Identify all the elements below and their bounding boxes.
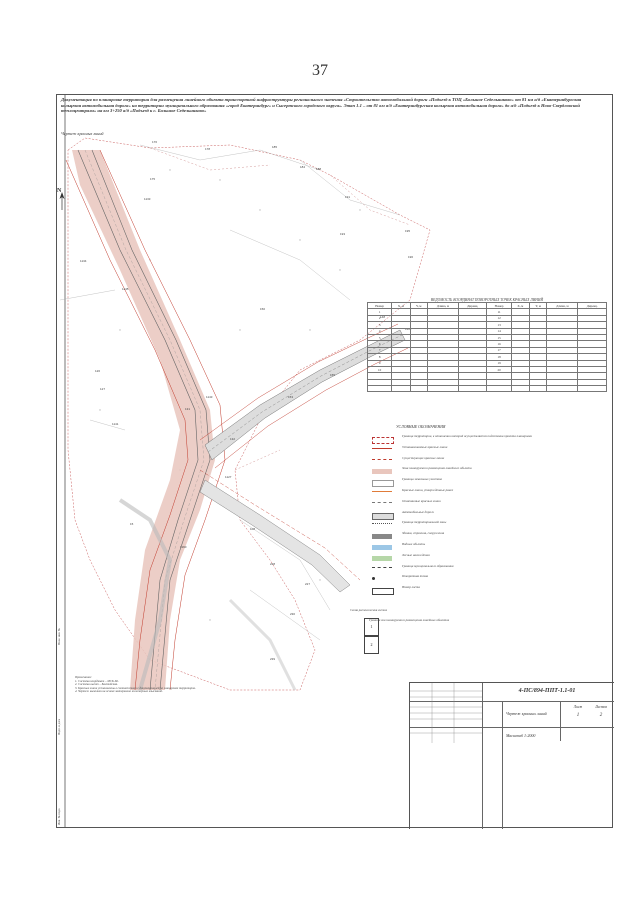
note-line: 2. Система высот – Балтийская. (75, 682, 118, 687)
svg-text:150: 150 (260, 307, 266, 311)
svg-text:1160: 1160 (180, 545, 187, 549)
legend-label: Лесные насаждения (402, 552, 430, 557)
inset-sheet-1: 1 (364, 618, 379, 636)
legend-symbol-icon (372, 502, 392, 508)
legend-item (368, 586, 606, 596)
sheets-label: Листов (595, 705, 607, 709)
coordinate-cell: 19 (487, 360, 511, 366)
svg-text:1145: 1145 (122, 287, 129, 291)
coordinate-cell: 6 (368, 341, 392, 347)
header-cell: Номер (368, 303, 392, 309)
svg-text:15: 15 (130, 522, 134, 526)
coordinate-cell: 18 (487, 354, 511, 360)
coordinate-cell: 20 (487, 366, 511, 372)
coordinate-cell: 2 (368, 315, 392, 321)
legend-symbol-icon (372, 523, 392, 529)
svg-text:191: 191 (345, 195, 351, 199)
sheets-total: 2 (599, 713, 603, 718)
legend-item (368, 565, 606, 575)
road-corridor (72, 150, 215, 690)
legend-symbol-icon (372, 459, 392, 465)
header-cell: Номер (487, 303, 511, 309)
svg-text:1134: 1134 (80, 259, 87, 263)
legend-label: Отменяемые красные линии (402, 498, 441, 503)
svg-text:228: 228 (270, 562, 276, 566)
coordinate-cell: 8 (368, 354, 392, 360)
coordinate-cell (487, 386, 511, 392)
coordinate-cell: 10 (368, 366, 392, 372)
coordinate-cell: 14 (487, 328, 511, 334)
svg-text:1161: 1161 (405, 327, 412, 331)
legend-label: Здания, строения, сооружения (402, 531, 445, 536)
coordinate-table-grid (367, 302, 607, 392)
legend-label: Устанавливаемые красные линии (402, 444, 448, 449)
crossing-road-se (200, 480, 350, 592)
legend-label: Номер листа (402, 585, 420, 590)
sheet-title: Документация по планировке территории для размещения линейного объекта транспортной инфраструктуры регионального значения «Строительство автомобильной дороги «Подъезд к ТОЦ «Большое Седельниково» от 81 км а/д «Екатеринбургская кольцевая автомобильная дорога» на территории муниципального образования «город Екатеринбург» и Сысертского городского округа». Этап 1.1 – от 81 км а/д «Екатеринбургская кольцевая автомобильная дорога» до а/д «Подъезд к Ново-Свердловской теплоцентрали» на км 3+250 а/д «Подъезд к с. Большое Седельниково» (61, 97, 582, 114)
legend-item (368, 478, 606, 488)
note-line: 3. Красные линии установлены в соответствии с документацией по планировке территории. (75, 685, 196, 690)
note-line: 4. Чертеж выполнен на основе материалов инженерных изысканий. (75, 689, 163, 694)
drawing-name: Чертеж красных линий (506, 711, 547, 716)
legend-item (368, 532, 606, 542)
strip-label: Взам. инв. № (57, 628, 61, 645)
svg-text:175: 175 (150, 177, 156, 181)
coordinate-cell (458, 386, 487, 392)
legend-symbol-icon (372, 448, 392, 454)
coordinate-table (367, 298, 607, 392)
legend-item (368, 489, 606, 499)
coordinate-cell: 3 (368, 322, 392, 328)
svg-text:184: 184 (300, 165, 306, 169)
strip-label: Инв. № подл. (57, 807, 61, 825)
legend-label: Существующие красные линии (402, 455, 445, 460)
legend-symbol-icon (372, 567, 392, 573)
svg-text:230: 230 (290, 612, 296, 616)
note-line: 1. Система координат – МСК-66. (75, 678, 119, 683)
drawing-caption: Чертеж красных линий (61, 131, 104, 136)
legend-item (368, 575, 606, 585)
svg-text:153: 153 (288, 395, 294, 399)
page-number: 37 (312, 62, 328, 79)
svg-text:176: 176 (152, 140, 158, 144)
svg-text:148: 148 (380, 315, 386, 319)
left-binding-strip (56, 575, 65, 828)
north-label: N (57, 188, 62, 194)
header-cell: Длина, м (547, 303, 578, 309)
legend-item (368, 521, 606, 531)
legend-label: Водные объекты (402, 542, 426, 546)
coordinate-table-title: ВЕДОМОСТЬ КООРДИНАТ ПОВОРОТНЫХ ТОЧЕК КРАСНЫХ ЛИНИЙ (430, 298, 544, 302)
legend-label: Граница территориальной зоны (402, 520, 447, 525)
coordinate-cell: 16 (487, 341, 511, 347)
legend-item (368, 500, 606, 510)
svg-text:178: 178 (205, 147, 211, 151)
legend-symbol-icon (372, 480, 394, 487)
coordinate-cell: 13 (487, 322, 511, 328)
legend-label: Красные линии, утвержденные ранее (402, 488, 454, 492)
svg-text:132: 132 (230, 437, 236, 441)
title-block (409, 682, 614, 829)
document-code: 4-ПС/894-ППТ-1.1-01 (518, 688, 576, 694)
notes-title: Примечания: (75, 675, 92, 679)
legend-symbol-icon (372, 513, 394, 520)
coordinate-cell (511, 386, 529, 392)
coordinate-cell (392, 386, 410, 392)
svg-text:193: 193 (340, 232, 346, 236)
svg-text:1133: 1133 (144, 197, 151, 201)
coordinate-cell (427, 386, 458, 392)
coordinate-cell (547, 386, 578, 392)
svg-text:188: 188 (316, 167, 322, 171)
legend-title: УСЛОВНЫЕ ОБОЗНАЧЕНИЯ (396, 425, 446, 429)
svg-text:1143: 1143 (206, 395, 213, 399)
legend-label: Автомобильные дороги (402, 509, 434, 514)
coordinate-cell (529, 386, 546, 392)
header-cell: X, м (392, 303, 410, 309)
legend-symbol-icon (372, 577, 375, 580)
svg-text:185: 185 (272, 145, 278, 149)
legend-symbol-icon (372, 556, 392, 561)
legend-item (368, 435, 606, 445)
sheet-number: 1 (576, 713, 580, 718)
legend-label: Граница территории, в отношении которой осуществляется подготовка проекта планировки (402, 434, 533, 438)
coordinate-cell (410, 386, 427, 392)
coordinate-cell: 11 (487, 309, 511, 315)
svg-text:155: 155 (330, 373, 336, 377)
svg-text:1141: 1141 (112, 422, 119, 426)
svg-text:195: 195 (405, 229, 411, 233)
coordinate-cell (368, 386, 392, 392)
header-cell: X, м (511, 303, 529, 309)
coordinate-cell: 5 (368, 334, 392, 340)
coordinate-cell: 7 (368, 347, 392, 353)
header-cell: Длина, м (427, 303, 458, 309)
legend-item (368, 554, 606, 564)
coordinate-cell (578, 386, 607, 392)
header-cell: Дирекц. (458, 303, 487, 309)
legend-symbol-icon (372, 437, 394, 444)
coordinate-cell: 15 (487, 334, 511, 340)
legend-symbol-icon (372, 469, 392, 474)
notes (75, 676, 375, 694)
legend-symbol-icon (372, 491, 392, 497)
header-cell: Y, м (529, 303, 546, 309)
legend-label: Поворотная точка (402, 574, 429, 579)
strip-label: Подп. и дата (57, 718, 61, 735)
bottom-legend-text: Граница зон планируемого размещения линейных объектов (369, 618, 450, 622)
svg-text:126: 126 (95, 369, 101, 373)
legend-item (368, 446, 606, 456)
coordinate-cell: 12 (487, 315, 511, 321)
inset-caption: Схема расположения листов (350, 608, 388, 612)
svg-text:239: 239 (270, 657, 276, 661)
sheet-layout-inset (350, 608, 392, 668)
legend-item (368, 543, 606, 553)
coordinate-row (368, 386, 607, 392)
header-cell: Дирекц. (578, 303, 607, 309)
coordinate-cell: 17 (487, 347, 511, 353)
legend-symbol-icon (372, 588, 394, 595)
legend-label: Зона планируемого размещения линейного объекта (402, 466, 472, 471)
header-cell: Y, м (410, 303, 427, 309)
svg-text:131: 131 (185, 407, 191, 411)
sheet-label: Лист (573, 705, 583, 709)
inset-sheet-2: 2 (364, 636, 379, 654)
coordinate-cell: 4 (368, 328, 392, 334)
svg-text:127: 127 (100, 387, 106, 391)
bottom-legend (369, 618, 529, 622)
legend-label: Границы земельных участков (402, 477, 442, 482)
survey-points (99, 169, 360, 620)
svg-text:227: 227 (305, 582, 311, 586)
north-arrow-icon (60, 192, 65, 210)
coordinate-cell: 9 (368, 360, 392, 366)
svg-text:108: 108 (250, 527, 256, 531)
legend-symbol-icon (372, 534, 392, 539)
legend (368, 425, 606, 600)
legend-item (368, 467, 606, 477)
coordinate-cell: 1 (368, 309, 392, 315)
legend-label: Граница муниципального образования (402, 563, 454, 568)
drawing-scale: Масштаб 1:2000 (506, 733, 536, 738)
svg-text:196: 196 (408, 255, 414, 259)
legend-symbol-icon (372, 545, 392, 550)
svg-text:1127: 1127 (225, 475, 232, 479)
